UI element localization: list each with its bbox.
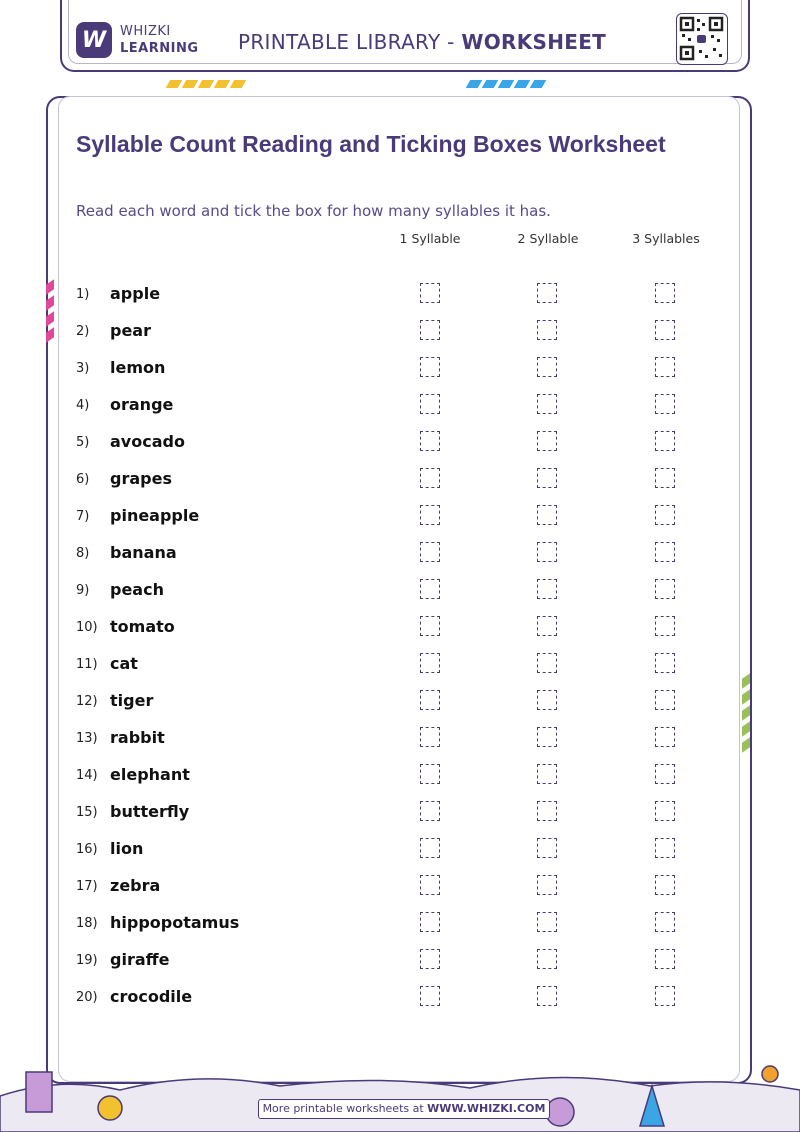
list-item (0, 947, 800, 977)
checkbox-2-syllable[interactable] (537, 616, 557, 636)
checkbox-1-syllable[interactable] (420, 875, 440, 895)
checkbox-2-syllable[interactable] (537, 838, 557, 858)
item-number: 7) (76, 509, 90, 524)
item-word: crocodile (110, 987, 193, 1006)
list-item (0, 762, 800, 792)
item-word: lemon (110, 358, 166, 377)
item-number: 9) (76, 583, 90, 598)
item-number: 5) (76, 435, 90, 450)
checkbox-1-syllable[interactable] (420, 505, 440, 525)
checkbox-1-syllable[interactable] (420, 542, 440, 562)
header-title-prefix: PRINTABLE LIBRARY - (238, 30, 462, 54)
checkbox-2-syllable[interactable] (537, 283, 557, 303)
item-number: 15) (76, 805, 98, 820)
list-item (0, 466, 800, 496)
checkbox-3-syllables[interactable] (655, 764, 675, 784)
footer-prefix: More printable worksheets at (262, 1102, 428, 1115)
item-number: 17) (76, 879, 98, 894)
checkbox-1-syllable[interactable] (420, 579, 440, 599)
checkbox-3-syllables[interactable] (655, 912, 675, 932)
item-word: pineapple (110, 506, 200, 525)
item-word: giraffe (110, 950, 170, 969)
checkbox-3-syllables[interactable] (655, 690, 675, 710)
qr-code-icon (676, 13, 728, 65)
checkbox-3-syllables[interactable] (655, 431, 675, 451)
checkbox-3-syllables[interactable] (655, 616, 675, 636)
item-word: peach (110, 580, 164, 599)
checkbox-1-syllable[interactable] (420, 616, 440, 636)
item-word: tiger (110, 691, 154, 710)
list-item (0, 873, 800, 903)
item-word: tomato (110, 617, 175, 636)
list-item (0, 540, 800, 570)
checkbox-3-syllables[interactable] (655, 875, 675, 895)
blue-stripes (468, 80, 544, 90)
checkbox-3-syllables[interactable] (655, 283, 675, 303)
checkbox-3-syllables[interactable] (655, 320, 675, 340)
item-word: orange (110, 395, 174, 414)
checkbox-1-syllable[interactable] (420, 727, 440, 747)
item-number: 10) (76, 620, 98, 635)
checkbox-2-syllable[interactable] (537, 727, 557, 747)
item-number: 12) (76, 694, 98, 709)
item-number: 20) (76, 990, 98, 1005)
checkbox-2-syllable[interactable] (537, 875, 557, 895)
checkbox-1-syllable[interactable] (420, 320, 440, 340)
list-item (0, 429, 800, 459)
list-item (0, 725, 800, 755)
list-item (0, 281, 800, 311)
item-number: 19) (76, 953, 98, 968)
column-header-1-syllable: 1 Syllable (399, 231, 461, 246)
item-word: grapes (110, 469, 172, 488)
checkbox-3-syllables[interactable] (655, 579, 675, 599)
checkbox-1-syllable[interactable] (420, 431, 440, 451)
checkbox-2-syllable[interactable] (537, 949, 557, 969)
list-item (0, 984, 800, 1014)
list-item (0, 392, 800, 422)
logo-line2: LEARNING (120, 41, 199, 56)
list-item (0, 614, 800, 644)
checkbox-2-syllable[interactable] (537, 542, 557, 562)
checkbox-1-syllable[interactable] (420, 764, 440, 784)
item-number: 3) (76, 361, 90, 376)
footer-website-link[interactable]: WWW.WHIZKI.COM (427, 1102, 546, 1115)
checkbox-1-syllable[interactable] (420, 949, 440, 969)
checkbox-3-syllables[interactable] (655, 727, 675, 747)
checkbox-2-syllable[interactable] (537, 357, 557, 377)
item-word: avocado (110, 432, 185, 451)
checkbox-2-syllable[interactable] (537, 801, 557, 821)
checkbox-3-syllables[interactable] (655, 838, 675, 858)
list-item (0, 355, 800, 385)
item-word: rabbit (110, 728, 165, 747)
item-number: 11) (76, 657, 98, 672)
yellow-stripes (168, 80, 244, 90)
checkbox-3-syllables[interactable] (655, 986, 675, 1006)
column-header-2-syllable: 2 Syllable (517, 231, 579, 246)
item-number: 13) (76, 731, 98, 746)
checkbox-1-syllable[interactable] (420, 690, 440, 710)
item-number: 4) (76, 398, 90, 413)
item-word: zebra (110, 876, 161, 895)
checkbox-3-syllables[interactable] (655, 653, 675, 673)
item-number: 1) (76, 287, 90, 302)
list-item (0, 910, 800, 940)
item-word: cat (110, 654, 138, 673)
item-number: 6) (76, 472, 90, 487)
item-word: hippopotamus (110, 913, 240, 932)
checkbox-3-syllables[interactable] (655, 801, 675, 821)
checkbox-1-syllable[interactable] (420, 986, 440, 1006)
checkbox-2-syllable[interactable] (537, 986, 557, 1006)
item-word: banana (110, 543, 177, 562)
checkbox-2-syllable[interactable] (537, 912, 557, 932)
list-item (0, 318, 800, 348)
worksheet-title: Syllable Count Reading and Ticking Boxes Worksheet (76, 131, 666, 157)
logo-line1: WHIZKI (120, 24, 171, 39)
item-word: butterfly (110, 802, 190, 821)
list-item (0, 503, 800, 533)
checkbox-2-syllable[interactable] (537, 579, 557, 599)
checkbox-1-syllable[interactable] (420, 468, 440, 488)
item-number: 16) (76, 842, 98, 857)
decorative-scenery (0, 1056, 800, 1132)
item-word: elephant (110, 765, 190, 784)
header-title-bold: WORKSHEET (461, 30, 607, 54)
item-number: 8) (76, 546, 90, 561)
checkbox-3-syllables[interactable] (655, 394, 675, 414)
header-title (238, 30, 606, 54)
checkbox-1-syllable[interactable] (420, 394, 440, 414)
checkbox-2-syllable[interactable] (537, 764, 557, 784)
item-word: lion (110, 839, 144, 858)
item-number: 18) (76, 916, 98, 931)
whizki-logo-icon: W (76, 22, 112, 58)
item-number: 14) (76, 768, 98, 783)
item-word: apple (110, 284, 161, 303)
checkbox-2-syllable[interactable] (537, 468, 557, 488)
checkbox-2-syllable[interactable] (537, 690, 557, 710)
checkbox-1-syllable[interactable] (420, 653, 440, 673)
checkbox-3-syllables[interactable] (655, 505, 675, 525)
item-word: pear (110, 321, 151, 340)
checkbox-3-syllables[interactable] (655, 468, 675, 488)
item-number: 2) (76, 324, 90, 339)
worksheet-instructions: Read each word and tick the box for how many syllables it has. (76, 202, 551, 220)
checkbox-3-syllables[interactable] (655, 949, 675, 969)
checkbox-1-syllable[interactable] (420, 801, 440, 821)
list-item (0, 651, 800, 681)
checkbox-1-syllable[interactable] (420, 357, 440, 377)
column-header-3-syllables: 3 Syllables (632, 231, 700, 246)
list-item (0, 688, 800, 718)
checkbox-1-syllable[interactable] (420, 912, 440, 932)
list-item (0, 577, 800, 607)
checkbox-3-syllables[interactable] (655, 357, 675, 377)
list-item (0, 799, 800, 829)
checkbox-2-syllable[interactable] (537, 320, 557, 340)
checkbox-1-syllable[interactable] (420, 838, 440, 858)
checkbox-3-syllables[interactable] (655, 542, 675, 562)
footer-banner (258, 1099, 550, 1119)
checkbox-2-syllable[interactable] (537, 505, 557, 525)
checkbox-1-syllable[interactable] (420, 283, 440, 303)
checkbox-2-syllable[interactable] (537, 431, 557, 451)
checkbox-2-syllable[interactable] (537, 394, 557, 414)
list-item (0, 836, 800, 866)
checkbox-2-syllable[interactable] (537, 653, 557, 673)
